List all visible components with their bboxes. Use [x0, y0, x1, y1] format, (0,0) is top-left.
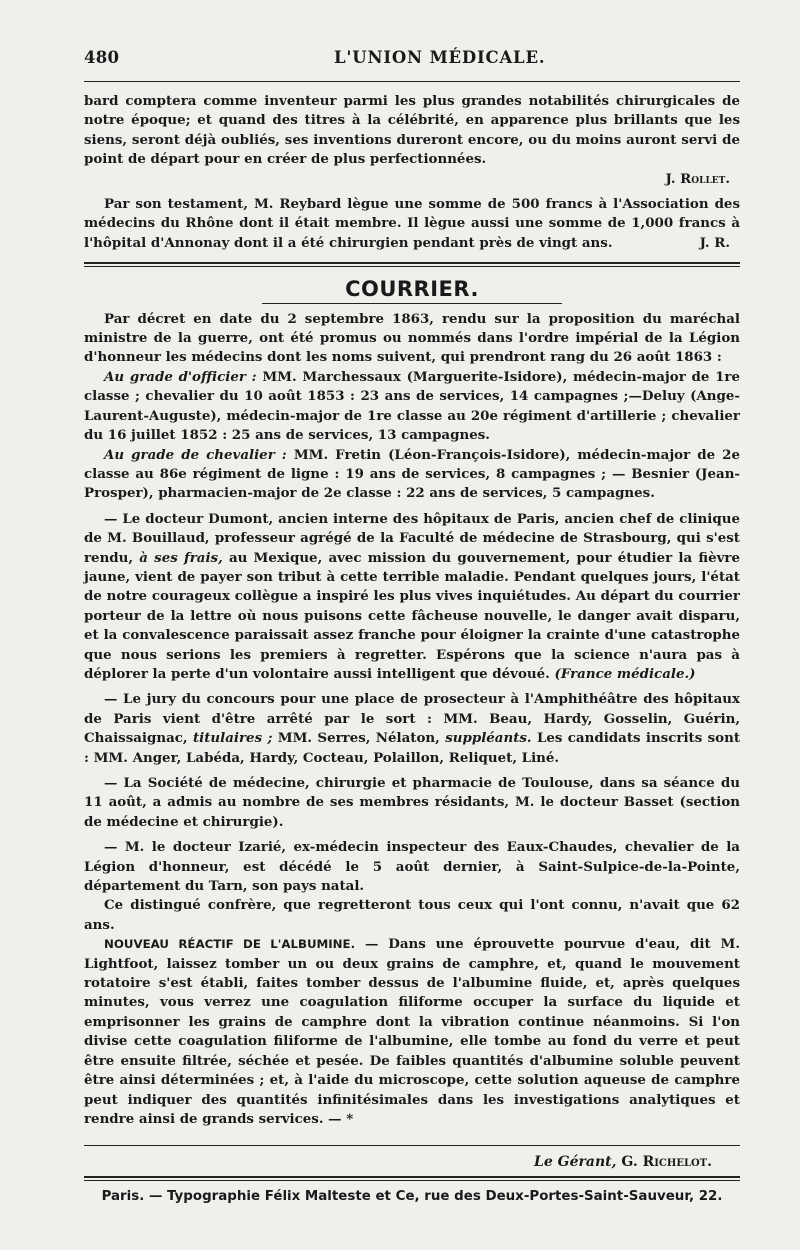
dumont-paragraph	[84, 510, 740, 685]
courrier-underline	[262, 303, 562, 304]
jury-paragraph	[84, 690, 740, 768]
top-section	[84, 92, 740, 254]
decree-paragraph: Par décret en date du 2 septembre 1863, rendu sur la proposition du maréchal ministre de la guerre, ont été promus ou nommés dans l'ordre impérial de la Légion d'honneur les médecins dont les noms suivent, qui prendront rang du 26 août 1863 :	[84, 310, 740, 366]
gerant-name: G. Richelot.	[621, 1154, 712, 1171]
jury-text-b: MM. Serres, Nélaton,	[277, 730, 440, 747]
izarie-paragraph: — M. le docteur Izarié, ex-médecin inspecteur des Eaux-Chaudes, chevalier de la Légion d'honneur, est décédé le 5 août dernier, à Saint-Sulpice-de-la-Pointe, département du Tarn, son pays natal.	[84, 839, 740, 895]
jury-suppleants: suppléants.	[445, 730, 532, 747]
jury-titulaires: titulaires ;	[192, 730, 273, 747]
jury-text-c: Les candidats inscrits sont : MM. Anger, Labéda, Hardy, Cocteau, Polaillon, Reliquet, Liné.	[84, 730, 741, 766]
officier-text: MM. Marchessaux (Marguerite-Isidore), médecin-major de 1re classe ; chevalier du 10 août 1853 : 23 ans de services, 14 campagnes ;—Deluy (Ange-Laurent-Auguste), médecin-major de 1re classe au 20e régiment d'artillerie ; chevalier du 16 juillet 1852 : 25 ans de services, 13 campagnes.	[84, 368, 740, 444]
izarie-paragraph-2: Ce distingué confrère, que regretteront tous ceux qui l'ont connu, n'avait que 62 ans.	[84, 897, 740, 933]
courrier-heading	[84, 277, 740, 304]
chevalier-text: MM. Fretin (Léon-François-Isidore), médecin-major de 2e classe au 86e régiment de ligne : 19 ans de services, 8 campagnes ; — Besnier (Jean-Prosper), pharmacien-major de 2e classe : 22 ans de services, 5 campagnes.	[84, 446, 740, 502]
dumont-text-b: au Mexique, avec mission du gouvernement, pour étudier la fièvre jaune, vient de payer son tribut à cette terrible maladie. Pendant quelques jours, l'état de notre courageux collègue a inspiré les plus vives inquiétudes. Au départ du courrier porteur de la lettre où nous puisons cette fâcheuse nouvelle, le danger avait disparu, et la convalescence paraissait assez franche pour éloigner la crainte d'une catastrophe que nous serions les premiers à regretter. Espérons que la science n'aura pas à déplorer la perte d'un volontaire aussi intelligent que dévoué.	[84, 549, 740, 682]
dumont-source: (France médicale.)	[554, 665, 696, 682]
header-rule	[84, 81, 740, 82]
chevalier-label: Au grade de chevalier :	[104, 446, 287, 463]
officier-paragraph	[84, 368, 740, 446]
gerant-label: Le Gérant,	[534, 1154, 617, 1171]
rollet-paragraph: bard comptera comme inventeur parmi les plus grandes notabilités chirurgicales de notre époque; et quand des titres à la célébrité, en apparence plus brillants que les siens, seront déjà oubliés, ses inventions dureront encore, ou du moins auront servi de point de départ pour en créer de plus perfectionnées.	[84, 93, 740, 168]
courrier-title: COURRIER.	[345, 276, 479, 301]
section-double-rule	[84, 262, 740, 267]
dumont-text-a: — Le docteur Dumont, ancien interne des hôpitaux de Paris, ancien chef de clinique de M. Bouillaud, professeur agrégé de la Faculté de médecine de Strasbourg, qui s'est rendu,	[84, 510, 740, 566]
imprint-rule	[84, 1176, 740, 1181]
officier-label: Au grade d'officier :	[104, 368, 257, 385]
toulouse-paragraph: — La Société de médecine, chirurgie et pharmacie de Toulouse, dans sa séance du 11 août, a admis au nombre de ses membres résidants, M. le docteur Basset (section de médecine et chirurgie).	[84, 775, 740, 830]
footer-rule	[84, 1145, 740, 1146]
reactif-heading: NOUVEAU RÉACTIF DE L'ALBUMINE.	[104, 937, 356, 952]
courrier-body	[84, 310, 740, 1130]
signature-rollet: J. Rollet.	[665, 170, 730, 187]
jury-text-a: — Le jury du concours pour une place de prosecteur à l'Amphithéâtre des hôpitaux de Paris vient d'être arrêté par le sort : MM. Beau, Hardy, Gosselin, Guérin, Chaissaignac,	[84, 691, 740, 747]
chevalier-paragraph	[84, 446, 740, 504]
signature-jr: J. R.	[699, 235, 730, 252]
reactif-paragraph	[84, 935, 740, 1129]
gerant-line	[84, 1154, 740, 1170]
running-head	[84, 48, 740, 67]
page-number: 480	[84, 48, 120, 67]
imprint: Paris. — Typographie Félix Malteste et Ce, rue des Deux-Portes-Saint-Sauveur, 22.	[101, 1189, 723, 1205]
reybard-testament-paragraph: Par son testament, M. Reybard lègue une somme de 500 francs à l'Association des médecins du Rhône dont il était membre. Il lègue aussi une somme de 1,000 francs à l'hôpital d'Annonay dont il a été chirurgien pendant près de vingt ans.	[84, 196, 740, 251]
reactif-text: — Dans une éprouvette pourvue d'eau, dit M. Lightfoot, laissez tomber un ou deux grains de camphre, et, quand le mouvement rotatoire s'est établi, faites tomber dessus de l'albumine fluide, et, après quelques minutes, vous verrez une coagulation filiforme occuper la surface du liquide et emprisonner les grains de camphre dont la vibration continue néanmoins. Si l'on divise cette coagulation filiforme de l'albumine, elle tombe au fond du verre et peut être ensuite filtrée, séchée et pesée. De faibles quantités d'albumine soluble peuvent être ainsi déterminées ; et, à l'aide du microscope, cette solution aqueuse de camphre peut indiquer des quantités infinitésimales dans les investigations analytiques et rendre ainsi de grands services. — *	[84, 936, 740, 1127]
journal-title: L'UNION MÉDICALE.	[334, 48, 546, 67]
dumont-italic: à ses frais,	[139, 549, 223, 566]
